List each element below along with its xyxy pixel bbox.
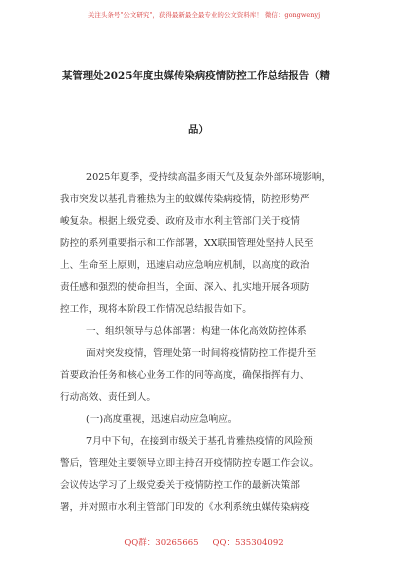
document-title-line-2-text: 品） bbox=[188, 124, 209, 136]
body-line: 行动高效、责任到人。 bbox=[60, 392, 156, 403]
body-line: 首要政治任务和核心业务工作的同等高度，确保指挥有力、 bbox=[60, 370, 310, 381]
section-heading: 一、组织领导与总体部署：构建一体化高效防控体系 bbox=[86, 326, 307, 337]
body-line: 防控的系列重要指示和工作部署，XX联围管理处坚持人民至 bbox=[60, 238, 314, 249]
document-title-line-1: 某管理处2025年度虫媒传染病疫情防控工作总结报告（精 bbox=[62, 70, 330, 82]
subsection-heading: (一)高度重视，迅速启动应急响应。 bbox=[86, 414, 238, 425]
body-line: 2025年夏季，受持续高温多雨天气及复杂外部环境影响， bbox=[86, 172, 332, 183]
body-line: 上、生命至上原则，迅速启动应急响应机制，以高度的政治 bbox=[60, 260, 310, 271]
body-line: 7月中下旬，在接到市级关于基孔肯雅热疫情的风险预 bbox=[86, 436, 313, 447]
body-line: 面对突发疫情，管理处第一时间将疫情防控工作提升至 bbox=[86, 348, 317, 359]
footer-contact bbox=[0, 536, 408, 548]
body-line: 峻复杂。根据上级党委、政府及市水利主管部门关于疫情 bbox=[60, 216, 300, 227]
body-line: 署，并对照市水利主管部门印发的《水利系统虫媒传染病疫 bbox=[60, 502, 310, 513]
footer-qq-group: QQ群：30265665 bbox=[124, 538, 199, 548]
footer-qq-number: QQ：535304092 bbox=[212, 538, 284, 548]
body-line: 控工作，现将本阶段工作情况总结报告如下。 bbox=[60, 304, 252, 315]
body-line: 会议传达学习了上级党委关于疫情防控工作的最新决策部 bbox=[60, 480, 300, 491]
body-line: 我市突发以基孔肯雅热为主的蚊媒传染病疫情，防控形势严 bbox=[60, 194, 310, 205]
body-line: 警后，管理处主要领导立即主持召开疫情防控专题工作会议。 bbox=[60, 458, 320, 469]
promo-text: 关注头条号"公文研究"，获得最新最全最专业的公文资料库！ 微信：gongwenyj bbox=[87, 11, 321, 19]
promo-banner bbox=[0, 0, 408, 28]
body-line: 责任感和强烈的使命担当，全面、深入、扎实地开展各项防 bbox=[60, 282, 310, 293]
